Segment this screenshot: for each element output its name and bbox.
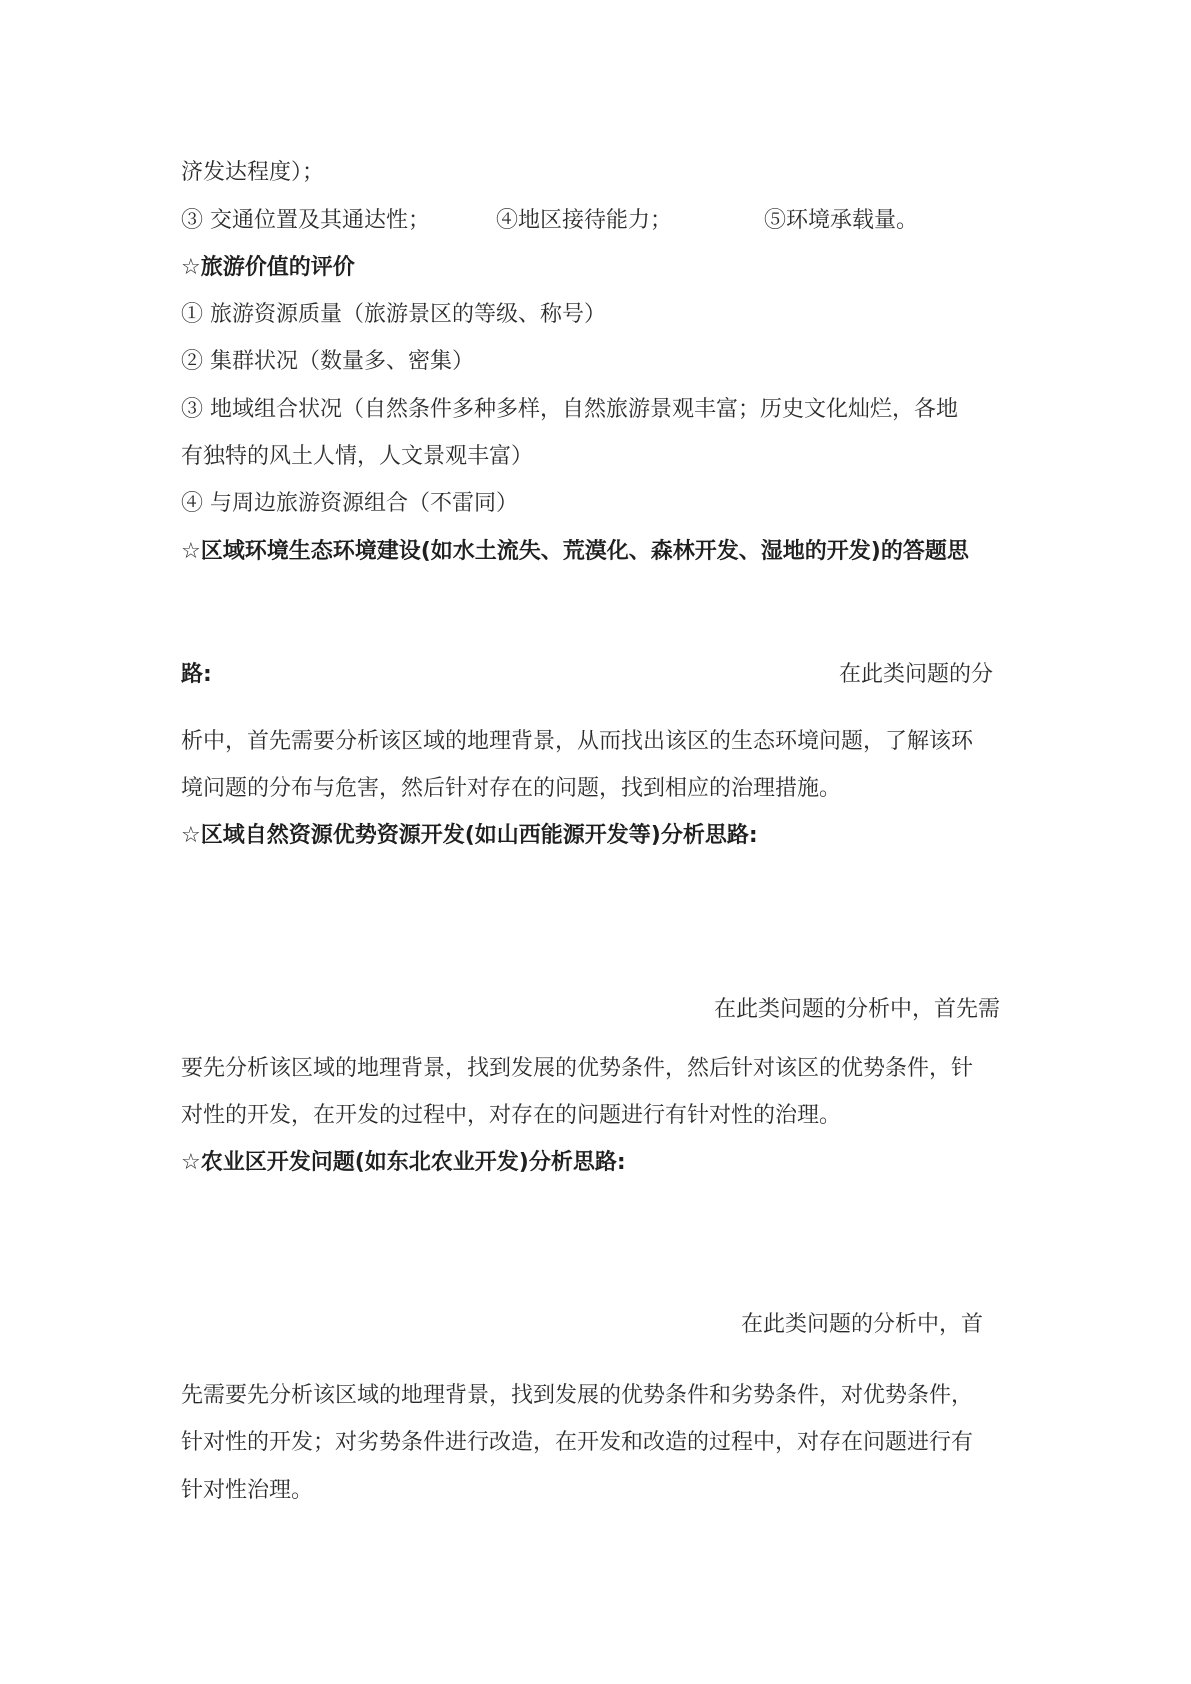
text-line: 有独特的风土人情，人文景观丰富） xyxy=(181,444,534,469)
text-line: ① 旅游资源质量（旅游景区的等级、称号） xyxy=(181,302,606,327)
text-line: ④地区接待能力； xyxy=(496,208,673,233)
text-line: 针对性的开发；对劣势条件进行改造，在开发和改造的过程中，对存在问题进行有 xyxy=(181,1430,974,1455)
text-line: 在此类问题的分析中，首 xyxy=(741,1312,984,1337)
text-line: ③ 交通位置及其通达性； xyxy=(181,208,430,233)
section-heading: ☆农业区开发问题(如东北农业开发)分析思路: xyxy=(181,1150,626,1175)
text-line: 在此类问题的分析中，首先需 xyxy=(714,997,1001,1022)
text-line: 济发达程度）； xyxy=(181,160,325,185)
text-line: 境问题的分布与危害，然后针对存在的问题，找到相应的治理措施。 xyxy=(181,776,842,801)
text-line: 针对性治理。 xyxy=(181,1478,314,1503)
text-line: 先需要先分析该区域的地理背景，找到发展的优势条件和劣势条件，对优势条件， xyxy=(181,1383,974,1408)
text-line: ⑤环境承载量。 xyxy=(764,208,919,233)
text-line: 在此类问题的分 xyxy=(839,662,994,687)
section-heading-continuation: 路: xyxy=(181,662,212,687)
section-heading: ☆区域自然资源优势资源开发(如山西能源开发等)分析思路: xyxy=(181,823,758,848)
text-line: ④ 与周边旅游资源组合（不雷同） xyxy=(181,491,518,516)
section-heading: ☆区域环境生态环境建设(如水土流失、荒漠化、森林开发、湿地的开发)的答题思 xyxy=(181,539,969,564)
text-line: 要先分析该区域的地理背景，找到发展的优势条件，然后针对该区的优势条件，针 xyxy=(181,1056,974,1081)
text-line: ② 集群状况（数量多、密集） xyxy=(181,349,474,374)
text-line: 对性的开发，在开发的过程中，对存在的问题进行有针对性的治理。 xyxy=(181,1103,842,1128)
section-heading: ☆旅游价值的评价 xyxy=(181,255,355,280)
text-line: 析中，首先需要分析该区域的地理背景，从而找出该区的生态环境问题，了解该环 xyxy=(181,729,974,754)
text-line: ③ 地域组合状况（自然条件多种多样，自然旅游景观丰富；历史文化灿烂，各地 xyxy=(181,397,958,422)
